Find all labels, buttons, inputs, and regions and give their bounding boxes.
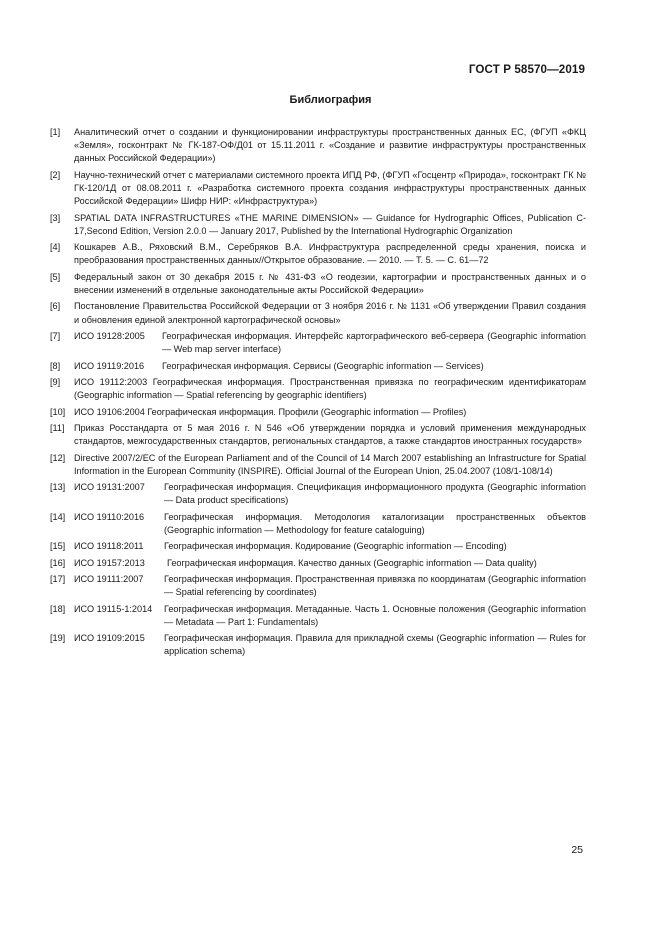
entry-number: [13]: [50, 482, 66, 493]
bibliography-entry-16: [50, 557, 586, 570]
entry-number: [19]: [50, 633, 66, 644]
bibliography-entry-14: [50, 511, 586, 537]
entry-text: Directive 2007/2/EC of the European Parliament and of the Council of 14 March 2007 establishing an Infrastructure for Spatial Information in the European Community (INSPIRE). Official Journal of the European Union, 25.04.2007 (108/1-108/14): [74, 452, 586, 476]
entry-text: Аналитический отчет о создании и функционировании инфраструктуры пространственных данных ЕС, (ФГУП «ФКЦ «Земля», госконтракт № ГК-187-ОФ/Д01 от 15.11.2011 г. «Создание и развитие инфраструктуры пространственных данных Российской Федерации»): [74, 127, 586, 164]
standard-code: ИСО 19157:2013: [74, 557, 145, 568]
bibliography-entry-5: [50, 271, 586, 297]
standard-code: ИСО 19111:2007: [74, 574, 144, 585]
entry-text: Научно-технический отчет с материалами системного проекта ИПД РФ, (ФГУП «Госцентр «Природа», госконтракт ГК № ГК-120/1Д от 08.08.2011 г. «Разработка системного проекта создания инфраструктуры пространственных данных Российской Федерации» Шифр НИР: «Инфраструктура»): [74, 169, 586, 207]
bibliography-entry-18: [50, 603, 586, 629]
standard-code: ИСО 19128:2005: [74, 330, 145, 341]
standard-code: ИСО 19131:2007: [74, 482, 145, 493]
bibliography-list: [50, 126, 586, 662]
entry-number: [1]: [50, 127, 61, 137]
document-standard-number: ГОСТ Р 58570—2019: [468, 63, 585, 76]
entry-text: Географическая информация. Метаданные. Часть 1. Основные положения (Geographic information — Metadata — Part 1: Fundamentals): [164, 603, 586, 627]
standard-code: ИСО 19109:2015: [74, 633, 145, 644]
bibliography-entry-3: [50, 212, 586, 238]
bibliography-entry-8: [50, 360, 586, 373]
entry-number: [2]: [50, 169, 61, 180]
entry-number: [10]: [50, 406, 66, 417]
entry-text: Географическая информация. Интерфейс картографического веб-сервера (Geographic information — Web map server interface): [162, 330, 586, 355]
entry-number: [17]: [50, 574, 66, 585]
entry-number: [15]: [50, 541, 66, 552]
entry-number: [8]: [50, 360, 61, 371]
standard-code: ИСО 19119:2016: [74, 360, 145, 371]
bibliography-entry-12: [50, 452, 586, 478]
entry-text: Географическая информация. Качество данных (Geographic information — Data quality): [167, 557, 537, 568]
bibliography-entry-10: [50, 406, 586, 419]
entry-number: [9]: [50, 376, 61, 387]
entry-number: [12]: [50, 452, 66, 463]
bibliography-entry-2: [50, 169, 586, 209]
entry-number: [14]: [50, 511, 66, 522]
standard-code: ИСО 19115-1:2014: [74, 603, 153, 614]
entry-number: [3]: [50, 212, 61, 223]
entry-number: [7]: [50, 330, 61, 341]
entry-text: Географическая информация. Правила для прикладной схемы (Geographic information — Rules for application schema): [164, 633, 586, 657]
bibliography-entry-1: [50, 126, 586, 166]
standard-code: ИСО 19118:2011: [74, 541, 144, 552]
entry-text: Географическая информация. Пространственная привязка по координатам (Geographic information — Spatial referencing by coordinates): [164, 574, 586, 598]
bibliography-entry-19: [50, 632, 586, 658]
bibliography-entry-17: [50, 573, 586, 599]
bibliography-entry-7: [50, 330, 586, 356]
bibliography-title: Библиография: [289, 94, 372, 106]
entry-number: [5]: [50, 271, 61, 282]
entry-text: Географическая информация. Спецификация информационного продукта (Geographic information — Data product specifications): [164, 482, 586, 506]
entry-text: Географическая информация. Сервисы (Geographic information — Services): [162, 360, 484, 371]
page-number: 25: [571, 844, 583, 856]
bibliography-entry-9: [50, 376, 586, 402]
bibliography-entry-11: [50, 422, 586, 448]
entry-text: Постановление Правительства Российской Федерации от 3 ноября 2016 г. № 1131 «Об утверждении Правил создания и обновления единой электронной картографической основы»: [74, 301, 586, 325]
entry-number: [18]: [50, 603, 66, 614]
entry-number: [6]: [50, 301, 61, 312]
standard-code: ИСО 19110:2016: [74, 511, 145, 522]
entry-number: [16]: [50, 557, 66, 568]
entry-text: SPATIAL DATA INFRASTRUCTURES «THE MARINE DIMENSION» — Guidance for Hydrographic Offices, Publication C-17,Second Edition, Version 2.0.0 — January 2017, Published by the International Hydrographic Organization: [74, 212, 586, 236]
entry-text: Приказ Росстандарта от 5 мая 2016 г. N 546 «Об утверждении порядка и условий применения международных стандартов, межгосударственных стандартов, региональных стандартов, а также стандартов иностранных государств»: [74, 422, 586, 447]
bibliography-entry-4: [50, 241, 586, 267]
entry-text: Географическая информация. Методология каталогизации пространственных объектов (Geographic information — Methodology for feature cataloguing): [164, 511, 586, 535]
entry-text: Кошкарев А.В., Ряховский В.М., Серебряков В.А. Инфраструктура распределенной среды хранения, поиска и преобразования пространственных данных//Открытое образование. — 2010. — Т. 5. — С. 61—72: [74, 242, 586, 266]
entry-number: [4]: [50, 242, 61, 253]
bibliography-entry-15: [50, 540, 586, 553]
entry-text: ИСО 19106:2004 Географическая информация. Профили (Geographic information — Profiles): [74, 406, 467, 417]
entry-text: ИСО 19112:2003 Географическая информация. Пространственная привязка по географическим идентификаторам (Geographic information — Spatial referencing by geographic identifiers): [74, 376, 586, 401]
entry-number: [11]: [50, 422, 65, 433]
bibliography-entry-13: [50, 481, 586, 507]
entry-text: Географическая информация. Кодирование (Geographic information — Encoding): [164, 541, 507, 552]
entry-text: Федеральный закон от 30 декабря 2015 г. № 431-ФЗ «О геодезии, картографии и пространственных данных и о внесении изменений в отдельные законодательные акты Российской Федерации»: [74, 271, 586, 295]
bibliography-entry-6: [50, 300, 586, 326]
